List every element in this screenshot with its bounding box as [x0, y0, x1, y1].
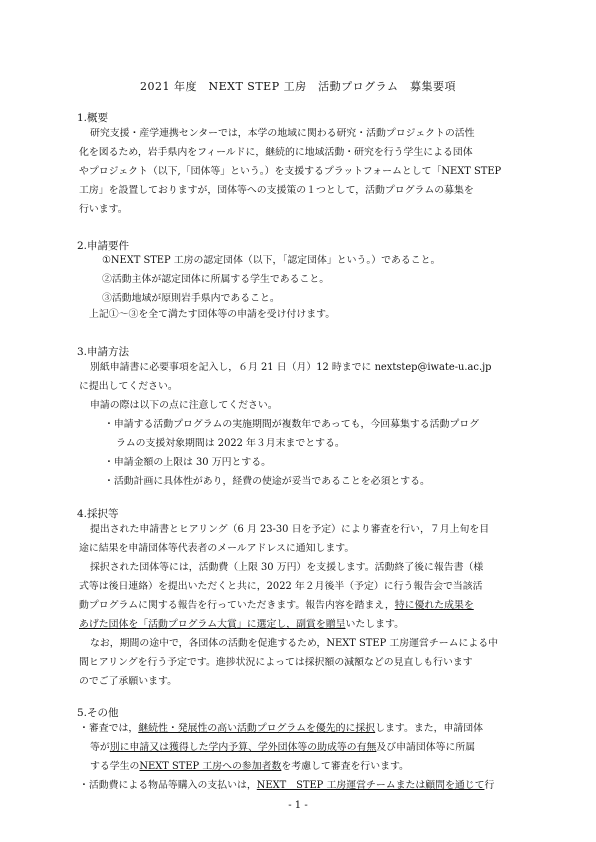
- section-3-heading: 3.申請方法: [77, 346, 130, 358]
- requirement-note: 上記①～③を全て満たす団体等の申請を受け付けます。: [89, 309, 336, 320]
- section-5-line: する学生のNEXT STEP 工房への参加者数を考慮して審査を行います。: [90, 761, 409, 772]
- section-5-line: ・活動費による物品等購入の支払いは，NEXT STEP 工房運営チームまたは顧問を通じて行: [79, 780, 495, 791]
- section-3-bullet: ・活動計画に具体性があり，経費の使途が妥当であることを必須とする。: [104, 476, 430, 487]
- section-3-line: に提出してください。: [79, 381, 178, 392]
- section-4-line: 式等は後日連絡）を提出いただくと共に，2022 年２月後半（予定）に行う報告会で当該活: [79, 581, 483, 592]
- page-number: - 1 -: [288, 800, 308, 811]
- section-3-line: 別紙申請書に必要事項を記入し，６月 21 日（月）12 時までに nextstep@iwate-u.ac.jp: [90, 362, 492, 373]
- section-1-line: 工房」を設置しておりますが，団体等への支援策の１つとして，活動プログラムの募集を: [79, 185, 474, 196]
- section-5-line: 等が別に申請又は獲得した学内予算、学外団体等の助成等の有無及び申請団体等に所属: [90, 742, 476, 753]
- section-3-bullet: ラムの支援対象期間は 2022 年３月末までとする。: [116, 438, 345, 449]
- section-4-line: 動プログラムに関する報告を行っていただきます。報告内容を踏まえ，特に優れた成果を: [79, 600, 474, 611]
- section-4-line: あげた団体を「活動プログラム大賞」に選定し，副賞を贈呈いたします。: [79, 619, 404, 630]
- underlined-text: 別に申請又は獲得した学内予算、学外団体等の助成等の有無: [109, 742, 377, 753]
- section-1-heading: 1.概要: [77, 112, 109, 124]
- section-3-bullet: ・申請金額の上限は 30 万円とする。: [104, 457, 271, 468]
- underlined-text: 特に優れた成果を: [394, 600, 474, 611]
- section-1-line: 研究支援・産学連携センターでは，本学の地域に関わる研究・活動プロジェクトの活性: [90, 128, 475, 139]
- section-4-line: 提出された申請書とヒアリング（6 月 23-30 日を予定）により審査を行い，７月上旬を目: [90, 524, 490, 535]
- underlined-text: NEXT STEP 工房への参加者数: [139, 761, 282, 772]
- section-4-line: 途に結果を申請団体等代表者のメールアドレスに通知します。: [79, 543, 355, 554]
- section-5-heading: 5.その他: [77, 707, 119, 719]
- section-1-line: やプロジェクト（以下,「団体等」という。）を支援するプラットフォームとして「NEXT STEP: [79, 166, 502, 177]
- requirement-item: ③活動地域が原則岩手県内であること。: [102, 293, 280, 304]
- section-5-line: ・審査では，継続性・発展性の高い活動プログラムを優先的に採択します。また，申請団体: [79, 723, 484, 734]
- underlined-text: あげた団体を「活動プログラム大賞」に選定し，副賞を贈呈: [79, 619, 346, 630]
- section-4-line: なお，期間の途中で，各団体の活動を促進するため，NEXT STEP 工房運営チームによる中: [90, 638, 498, 649]
- underlined-text: 継続性・発展性の高い活動プログラムを優先的に採択: [138, 723, 376, 734]
- section-3-bullet: ・申請する活動プログラムの実施期間が複数年であっても，今回募集する活動プログ: [104, 419, 480, 430]
- section-4-line: 採択された団体等には，活動費（上限 30 万円）を支援します。活動終了後に報告書（様: [90, 562, 484, 573]
- section-1-line: 化を図るため，岩手県内をフィールドに，継続的に地域活動・研究を行う学生による団体: [79, 147, 473, 158]
- section-4-line: 間ヒアリングを行う予定です。進捗状況によっては採択額の減額などの見直しも行います: [79, 657, 473, 668]
- document-title: 2021 年度 NEXT STEP 工房 活動プログラム 募集要項: [140, 80, 456, 93]
- underlined-text: NEXT STEP 工房運営チームまたは顧問を通じて: [256, 780, 485, 791]
- section-2-heading: 2.申請要件: [77, 240, 130, 252]
- requirement-item: ②活動主体が認定団体に所属する学生であること。: [102, 274, 330, 285]
- section-1-line: 行います。: [79, 204, 128, 215]
- section-4-line: のでご了承願います。: [79, 676, 177, 687]
- section-4-heading: 4.採択等: [77, 508, 119, 520]
- requirement-item: ①NEXT STEP 工房の認定団体（以下，「認定団体」という。）であること。: [102, 255, 441, 266]
- section-3-line: 申請の際は以下の点に注意してください。: [90, 400, 278, 411]
